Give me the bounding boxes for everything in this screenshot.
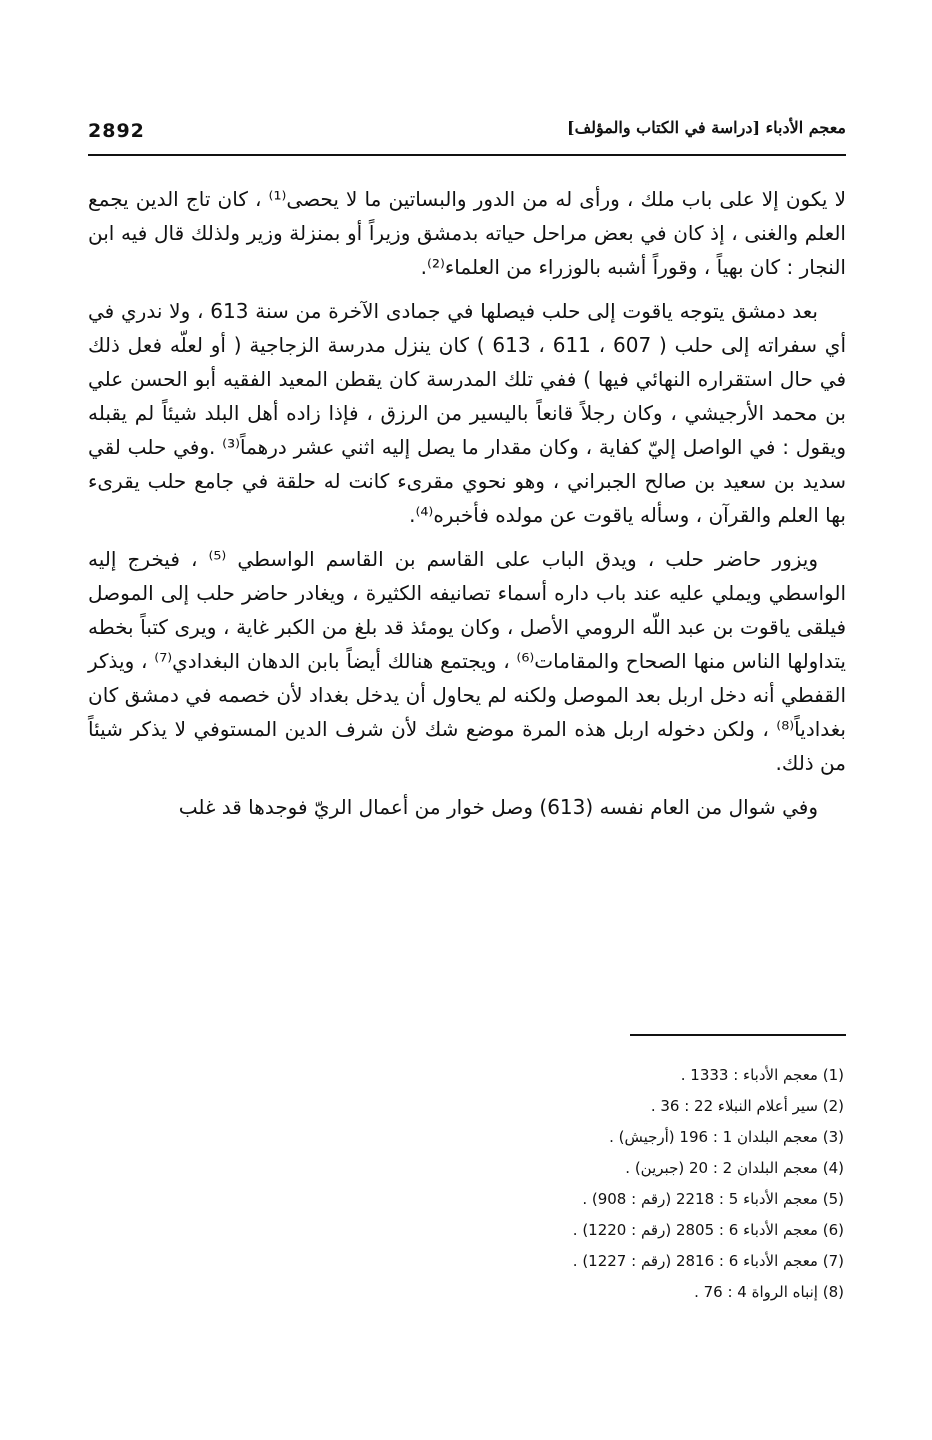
footnote: (6) معجم الأدباء 6 : 2805 (رقم : 1220) . bbox=[572, 1221, 844, 1239]
paragraph: بعد دمشق يتوجه ياقوت إلى حلب فيصلها في جمادى الآخرة من سنة 613 ، ولا ندري في أي سفراته إلى حلب ( 607 ، 611 ، 613 ) كان ينزل مدرسة الزجاجية ( أو لعلّه فعل ذلك في حال استقراره النهائي فيها ) ففي تلك المدرسة كان يقطن المعيد الفقيه أبو الحسن علي بن محمد الأرجيشي ، وكان رجلاً قانعاً باليسير من الرزق ، فإذا زاده أهل البلد شيئاً لم يقبله ويقول : في الواصل إليّ كفاية ، وكان مقدار ما يصل إليه اثني عشر درهماً⁽³⁾ .وفي حلب لقي سديد بن سعيد بن صالح الجبراني ، وهو نحوي مقرىء كانت له حلقة في جامع حلب يقرىء بها العلم والقرآن ، وسأله ياقوت عن مولده فأخبره⁽⁴⁾. bbox=[88, 299, 847, 527]
main-text bbox=[88, 182, 846, 834]
footnote: (1) معجم الأدباء : 1333 . bbox=[680, 1066, 844, 1084]
page-header bbox=[88, 118, 846, 156]
footnote: (2) سير أعلام النبلاء 22 : 36 . bbox=[650, 1097, 844, 1115]
footnote: (8) إنباه الرواة 4 : 76 . bbox=[694, 1283, 844, 1301]
paragraph: لا يكون إلا على باب ملك ، ورأى له من الدور والبساتين ما لا يحصى⁽¹⁾ ، كان تاج الدين يجمع العلم والغنى ، إذ كان في بعض مراحل حياته بدمشق وزيراً أو بمنزلة وزير ولذلك قال فيه ابن النجار : كان بهياً ، وقوراً أشبه بالوزراء من العلماء⁽²⁾. bbox=[88, 187, 847, 279]
footnote: (5) معجم الأدباء 5 : 2218 (رقم : 908) . bbox=[582, 1190, 844, 1208]
footnotes bbox=[424, 1060, 844, 1308]
footnote: (7) معجم الأدباء 6 : 2816 (رقم : 1227) . bbox=[572, 1252, 844, 1270]
paragraph: وفي شوال من العام نفسه (613) وصل خوار من أعمال الريّ فوجدها قد غلب bbox=[178, 795, 818, 819]
footnote: (4) معجم البلدان 2 : 20 (جبرين) . bbox=[625, 1159, 844, 1177]
paragraph: ويزور حاضر حلب ، ويدق الباب على القاسم بن القاسم الواسطي ⁽⁵⁾ ، فيخرج إليه الواسطي ويملي عليه عند باب داره أسماء تصانيفه الكثيرة ، ويغادر حاضر حلب إلى الموصل فيلقى ياقوت بن عبد اللّه الرومي الأصل ، وكان يومئذ قد بلغ من الكبر غاية ، ويرى كتباً بخطه يتداولها الناس منها الصحاح والمقامات⁽⁶⁾ ، ويجتمع هنالك أيضاً بابن الدهان البغدادي⁽⁷⁾ ، ويذكر القفطي أنه دخل اربل بعد الموصل ولكنه لم يحاول أن يدخل بغداد لأن خصمه في دمشق كان بغدادياً⁽⁸⁾ ، ولكن دخوله اربل هذه المرة موضع شك لأن شرف الدين المستوفي لا يذكر شيئاً من ذلك. bbox=[88, 547, 846, 775]
page-number: 2892 bbox=[88, 120, 145, 142]
footnote: (3) معجم البلدان 1 : 196 (أرجيش) . bbox=[609, 1128, 844, 1146]
footnote-divider bbox=[630, 1034, 846, 1036]
running-head: معجم الأدباء [دراسة في الكتاب والمؤلف] bbox=[567, 118, 846, 137]
